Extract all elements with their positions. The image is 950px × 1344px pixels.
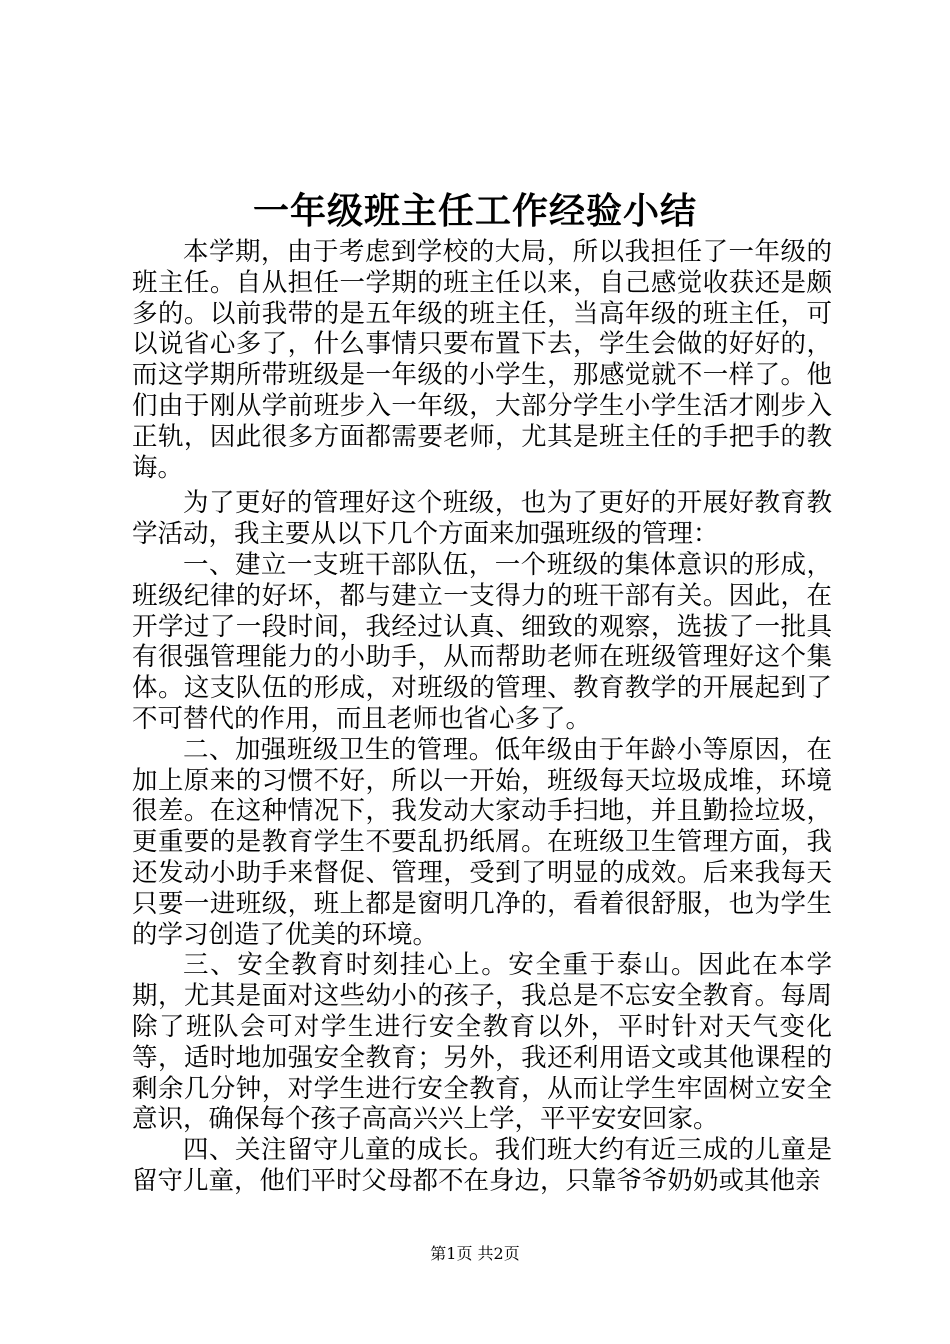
document-title: 一年级班主任工作经验小结: [252, 190, 697, 232]
page-number-footer: 第1页 共2页: [430, 1244, 520, 1263]
paragraph-point-4: 四、关注留守儿童的成长。我们班大约有近三成的儿童是留守儿童，他们平时父母都不在身边，只靠爷爷奶奶或其他亲: [132, 1135, 832, 1196]
paragraph-intro: 本学期，由于考虑到学校的大局，所以我担任了一年级的班主任。自从担任一学期的班主任以来，自己感觉收获还是颇多的。以前我带的是五年级的班主任，当高年级的班主任，可以说省心多了，什么事情只要布置下去，学生会做的好好的，而这学期所带班级是一年级的小学生，那感觉就不一样了。他们由于刚从学前班步入一年级，大部分学生小学生活才刚步入正轨，因此很多方面都需要老师，尤其是班主任的手把手的教诲。: [132, 237, 832, 483]
paragraph-overview: 为了更好的管理好这个班级，也为了更好的开展好教育教学活动，我主要从以下几个方面来加强班级的管理：: [132, 488, 832, 550]
paragraph-point-3: 三、安全教育时刻挂心上。安全重于泰山。因此在本学期，尤其是面对这些幼小的孩子，我总是不忘安全教育。每周除了班队会可对学生进行安全教育以外，平时针对天气变化等，适时地加强安全教育；另外，我还利用语文或其他课程的剩余几分钟，对学生进行安全教育，从而让学生牢固树立安全意识，确保每个孩子高高兴兴上学，平平安安回家。: [132, 950, 832, 1135]
paragraph-point-2: 二、加强班级卫生的管理。低年级由于年龄小等原因，在加上原来的习惯不好，所以一开始，班级每天垃圾成堆，环境很差。在这种情况下，我发动大家动手扫地，并且勤捡垃圾，更重要的是教育学生不要乱扔纸屑。在班级卫生管理方面，我还发动小助手来督促、管理，受到了明显的成效。后来我每天只要一进班级，班上都是窗明几净的，看着很舒服，也为学生的学习创造了优美的环境。: [132, 734, 832, 950]
document-body: [132, 237, 832, 1197]
paragraph-point-1: 一、建立一支班干部队伍，一个班级的集体意识的形成，班级纪律的好坏，都与建立一支得力的班干部有关。因此，在开学过了一段时间，我经过认真、细致的观察，选拔了一批具有很强管理能力的小助手，从而帮助老师在班级管理好这个集体。这支队伍的形成，对班级的管理、教育教学的开展起到了不可替代的作用，而且老师也省心多了。: [132, 549, 832, 734]
